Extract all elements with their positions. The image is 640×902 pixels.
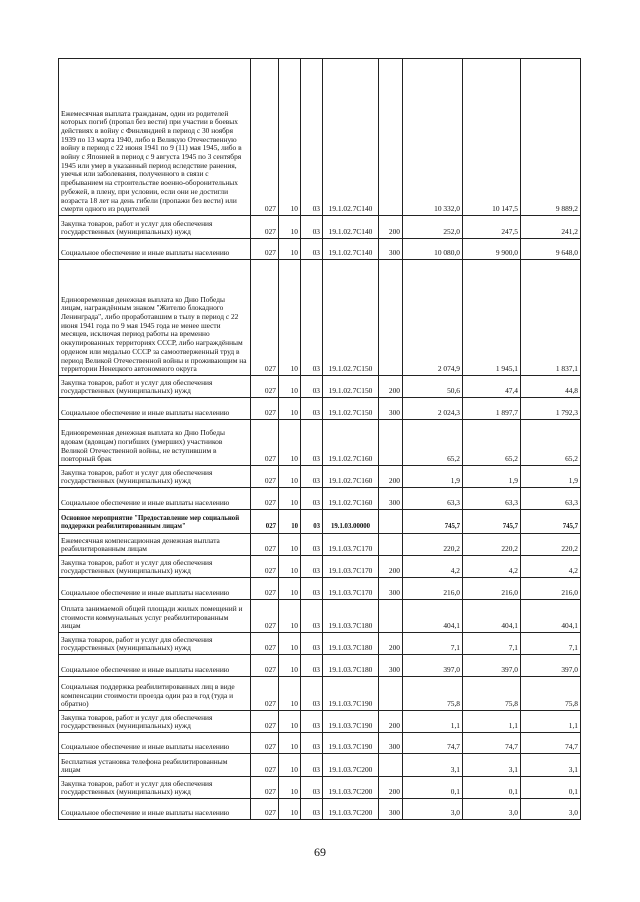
row-pr: 03 — [301, 466, 323, 488]
row-vr: 300 — [379, 398, 403, 420]
row-rz: 10 — [279, 488, 301, 510]
row-value-1: 220,2 — [403, 534, 463, 556]
row-value-2: 216,0 — [463, 578, 521, 600]
row-value-1: 745,7 — [403, 510, 463, 534]
table-row — [59, 510, 581, 534]
row-value-3: 404,1 — [521, 600, 581, 633]
row-name: Закупка товаров, работ и услуг для обеспечения государственных (муниципальных) нужд — [59, 711, 251, 733]
row-grbs: 027 — [251, 777, 279, 799]
row-csr: 19.1.02.7С150 — [323, 398, 379, 420]
row-grbs: 027 — [251, 420, 279, 466]
row-csr: 19.1.03.7С200 — [323, 799, 379, 820]
row-vr: 300 — [379, 655, 403, 677]
table-row — [59, 711, 581, 733]
row-value-2: 1 897,7 — [463, 398, 521, 420]
row-rz: 10 — [279, 466, 301, 488]
row-value-2: 75,8 — [463, 677, 521, 711]
row-grbs: 027 — [251, 556, 279, 578]
row-rz: 10 — [279, 376, 301, 398]
row-csr: 19.1.03.7С190 — [323, 733, 379, 754]
row-pr: 03 — [301, 260, 323, 376]
row-value-1: 63,3 — [403, 488, 463, 510]
row-csr: 19.1.03.00000 — [323, 510, 379, 534]
row-rz: 10 — [279, 655, 301, 677]
row-pr: 03 — [301, 216, 323, 239]
row-name: Ежемесячная компенсационная денежная выплата реабилитированным лицам — [59, 534, 251, 556]
row-value-2: 3,0 — [463, 799, 521, 820]
row-value-3: 216,0 — [521, 578, 581, 600]
row-csr: 19.1.03.7С190 — [323, 677, 379, 711]
row-value-1: 0,1 — [403, 777, 463, 799]
row-value-2: 3,1 — [463, 754, 521, 777]
row-value-2: 0,1 — [463, 777, 521, 799]
row-csr: 19.1.02.7С150 — [323, 376, 379, 398]
row-value-3: 397,0 — [521, 655, 581, 677]
row-name: Ежемесячная выплата гражданам, один из родителей которых погиб (пропал без вести) при участии в боевых действиях в войну с Финляндией в период с 30 ноября 1939 по 13 марта 1940, либо в Великую Отечественную войну в период с 22 июня 1941 по 9 (11) мая 1945, либо в войну с Японией в период с 9 августа 1945 по 3 сентября 1945 или умер в указанный период вследствие ранения, увечья или заболевания, полученного в связи с пребыванием на строительстве военно-оборонительных рубежей, в плену, при условии, если они не достигли возраста 18 лет на день гибели (пропажи без вести) или смерти одного из родителей — [59, 59, 251, 216]
row-name: Социальное обеспечение и иные выплаты населению — [59, 239, 251, 260]
row-grbs: 027 — [251, 600, 279, 633]
row-csr: 19.1.02.7С160 — [323, 466, 379, 488]
row-vr: 200 — [379, 376, 403, 398]
row-value-1: 3,1 — [403, 754, 463, 777]
row-value-3: 4,2 — [521, 556, 581, 578]
row-value-3: 1 792,3 — [521, 398, 581, 420]
row-pr: 03 — [301, 239, 323, 260]
row-value-3: 9 889,2 — [521, 59, 581, 216]
row-value-1: 397,0 — [403, 655, 463, 677]
row-pr: 03 — [301, 59, 323, 216]
row-csr: 19.1.02.7С150 — [323, 260, 379, 376]
row-csr: 19.1.03.7С170 — [323, 534, 379, 556]
row-value-3: 75,8 — [521, 677, 581, 711]
row-value-3: 9 648,0 — [521, 239, 581, 260]
row-name: Закупка товаров, работ и услуг для обеспечения государственных (муниципальных) нужд — [59, 777, 251, 799]
row-csr: 19.1.03.7С170 — [323, 578, 379, 600]
row-pr: 03 — [301, 488, 323, 510]
row-name: Закупка товаров, работ и услуг для обеспечения государственных (муниципальных) нужд — [59, 556, 251, 578]
table-row — [59, 777, 581, 799]
table-row — [59, 633, 581, 655]
row-name: Закупка товаров, работ и услуг для обеспечения государственных (муниципальных) нужд — [59, 376, 251, 398]
row-grbs: 027 — [251, 633, 279, 655]
row-pr: 03 — [301, 556, 323, 578]
row-value-2: 1 945,1 — [463, 260, 521, 376]
row-csr: 19.1.03.7С200 — [323, 777, 379, 799]
row-csr: 19.1.03.7С200 — [323, 754, 379, 777]
row-grbs: 027 — [251, 677, 279, 711]
row-grbs: 027 — [251, 754, 279, 777]
row-pr: 03 — [301, 655, 323, 677]
row-value-1: 7,1 — [403, 633, 463, 655]
table-row — [59, 420, 581, 466]
row-grbs: 027 — [251, 488, 279, 510]
row-vr: 300 — [379, 799, 403, 820]
row-vr — [379, 420, 403, 466]
row-name: Социальное обеспечение и иные выплаты населению — [59, 398, 251, 420]
row-vr: 200 — [379, 216, 403, 239]
row-rz: 10 — [279, 677, 301, 711]
table-row — [59, 376, 581, 398]
row-name: Оплата занимаемой общей площади жилых помещений и стоимости коммунальных услуг реабилитированным лицам — [59, 600, 251, 633]
row-value-2: 47,4 — [463, 376, 521, 398]
row-value-2: 7,1 — [463, 633, 521, 655]
row-value-1: 1,1 — [403, 711, 463, 733]
row-grbs: 027 — [251, 398, 279, 420]
table-row — [59, 600, 581, 633]
row-name: Социальное обеспечение и иные выплаты населению — [59, 655, 251, 677]
row-csr: 19.1.02.7С140 — [323, 216, 379, 239]
row-rz: 10 — [279, 510, 301, 534]
row-value-2: 404,1 — [463, 600, 521, 633]
row-value-3: 241,2 — [521, 216, 581, 239]
row-value-3: 1,1 — [521, 711, 581, 733]
row-vr — [379, 534, 403, 556]
row-value-3: 220,2 — [521, 534, 581, 556]
row-value-1: 252,0 — [403, 216, 463, 239]
row-name: Социальная поддержка реабилитированных лиц в виде компенсации стоимости проезда один раз в год (туда и обратно) — [59, 677, 251, 711]
row-vr — [379, 510, 403, 534]
row-rz: 10 — [279, 799, 301, 820]
row-value-1: 74,7 — [403, 733, 463, 754]
table-row — [59, 59, 581, 216]
row-value-2: 1,9 — [463, 466, 521, 488]
row-value-1: 1,9 — [403, 466, 463, 488]
row-value-1: 65,2 — [403, 420, 463, 466]
row-value-1: 50,6 — [403, 376, 463, 398]
row-vr: 300 — [379, 578, 403, 600]
row-value-2: 220,2 — [463, 534, 521, 556]
row-value-2: 1,1 — [463, 711, 521, 733]
row-name: Социальное обеспечение и иные выплаты населению — [59, 733, 251, 754]
row-value-3: 44,8 — [521, 376, 581, 398]
row-pr: 03 — [301, 398, 323, 420]
row-rz: 10 — [279, 777, 301, 799]
row-value-3: 65,2 — [521, 420, 581, 466]
row-csr: 19.1.03.7С180 — [323, 655, 379, 677]
row-name: Закупка товаров, работ и услуг для обеспечения государственных (муниципальных) нужд — [59, 633, 251, 655]
row-vr: 200 — [379, 777, 403, 799]
row-rz: 10 — [279, 711, 301, 733]
row-grbs: 027 — [251, 733, 279, 754]
row-name: Социальное обеспечение и иные выплаты населению — [59, 488, 251, 510]
row-vr: 300 — [379, 733, 403, 754]
table-row — [59, 578, 581, 600]
row-csr: 19.1.03.7С180 — [323, 633, 379, 655]
row-grbs: 027 — [251, 216, 279, 239]
row-grbs: 027 — [251, 510, 279, 534]
table-row — [59, 260, 581, 376]
row-csr: 19.1.03.7С180 — [323, 600, 379, 633]
row-name: Единовременная денежная выплата ко Дню Победы вдовам (вдовцам) погибших (умерших) участников Великой Отечественной войны, не вступившим в повторный брак — [59, 420, 251, 466]
table-row — [59, 556, 581, 578]
row-value-1: 404,1 — [403, 600, 463, 633]
table-row — [59, 239, 581, 260]
row-vr — [379, 260, 403, 376]
table-row — [59, 216, 581, 239]
row-grbs: 027 — [251, 578, 279, 600]
row-value-2: 63,3 — [463, 488, 521, 510]
row-rz: 10 — [279, 578, 301, 600]
row-csr: 19.1.03.7С170 — [323, 556, 379, 578]
row-value-2: 247,5 — [463, 216, 521, 239]
row-value-2: 4,2 — [463, 556, 521, 578]
row-csr: 19.1.02.7С140 — [323, 59, 379, 216]
row-csr: 19.1.02.7С160 — [323, 488, 379, 510]
row-grbs: 027 — [251, 655, 279, 677]
row-value-3: 74,7 — [521, 733, 581, 754]
row-value-1: 2 074,9 — [403, 260, 463, 376]
row-name: Бесплатная установка телефона реабилитированным лицам — [59, 754, 251, 777]
row-pr: 03 — [301, 733, 323, 754]
row-value-1: 2 024,3 — [403, 398, 463, 420]
table-row — [59, 398, 581, 420]
row-grbs: 027 — [251, 799, 279, 820]
row-value-3: 745,7 — [521, 510, 581, 534]
row-rz: 10 — [279, 216, 301, 239]
row-name: Основное мероприятие "Предоставление мер социальной поддержки реабилитированным лицам" — [59, 510, 251, 534]
row-rz: 10 — [279, 420, 301, 466]
row-value-3: 3,0 — [521, 799, 581, 820]
row-name: Социальное обеспечение и иные выплаты населению — [59, 578, 251, 600]
budget-table — [58, 58, 581, 820]
row-value-2: 10 147,5 — [463, 59, 521, 216]
row-value-2: 9 900,0 — [463, 239, 521, 260]
row-csr: 19.1.02.7С160 — [323, 420, 379, 466]
row-grbs: 027 — [251, 711, 279, 733]
row-pr: 03 — [301, 510, 323, 534]
row-value-3: 63,3 — [521, 488, 581, 510]
row-pr: 03 — [301, 534, 323, 556]
table-row — [59, 466, 581, 488]
page-number: 69 — [314, 845, 326, 859]
row-grbs: 027 — [251, 239, 279, 260]
row-value-1: 3,0 — [403, 799, 463, 820]
row-rz: 10 — [279, 754, 301, 777]
row-pr: 03 — [301, 777, 323, 799]
table-row — [59, 534, 581, 556]
row-value-1: 75,8 — [403, 677, 463, 711]
row-vr: 200 — [379, 711, 403, 733]
row-pr: 03 — [301, 600, 323, 633]
row-name: Закупка товаров, работ и услуг для обеспечения государственных (муниципальных) нужд — [59, 466, 251, 488]
table-row — [59, 754, 581, 777]
table-row — [59, 799, 581, 820]
row-name: Закупка товаров, работ и услуг для обеспечения государственных (муниципальных) нужд — [59, 216, 251, 239]
row-vr — [379, 754, 403, 777]
row-pr: 03 — [301, 578, 323, 600]
row-value-3: 7,1 — [521, 633, 581, 655]
row-pr: 03 — [301, 633, 323, 655]
row-value-3: 3,1 — [521, 754, 581, 777]
table-row — [59, 655, 581, 677]
row-pr: 03 — [301, 711, 323, 733]
row-vr: 200 — [379, 633, 403, 655]
row-rz: 10 — [279, 633, 301, 655]
row-rz: 10 — [279, 260, 301, 376]
row-rz: 10 — [279, 398, 301, 420]
row-pr: 03 — [301, 799, 323, 820]
table-row — [59, 677, 581, 711]
row-vr: 200 — [379, 466, 403, 488]
row-value-2: 65,2 — [463, 420, 521, 466]
row-rz: 10 — [279, 534, 301, 556]
row-rz: 10 — [279, 600, 301, 633]
row-grbs: 027 — [251, 466, 279, 488]
row-value-2: 745,7 — [463, 510, 521, 534]
row-pr: 03 — [301, 376, 323, 398]
row-grbs: 027 — [251, 534, 279, 556]
table-row — [59, 733, 581, 754]
row-vr — [379, 600, 403, 633]
row-rz: 10 — [279, 59, 301, 216]
row-csr: 19.1.02.7С140 — [323, 239, 379, 260]
row-value-2: 397,0 — [463, 655, 521, 677]
row-vr: 300 — [379, 488, 403, 510]
row-value-1: 216,0 — [403, 578, 463, 600]
row-pr: 03 — [301, 754, 323, 777]
row-grbs: 027 — [251, 260, 279, 376]
row-value-3: 0,1 — [521, 777, 581, 799]
row-value-1: 4,2 — [403, 556, 463, 578]
row-vr — [379, 677, 403, 711]
row-value-2: 74,7 — [463, 733, 521, 754]
row-value-1: 10 332,0 — [403, 59, 463, 216]
row-pr: 03 — [301, 420, 323, 466]
row-vr — [379, 59, 403, 216]
row-name: Единовременная денежная выплата ко Дню Победы лицам, награждённым знаком "Жителю блокадного Ленинграда", либо проработавшим в тылу в период с 22 июня 1941 года по 9 мая 1945 года не менее шести месяцев, исключая период работы на временно оккупированных территориях СССР, либо награждённым орденом или медалью СССР за самоотверженный труд в период Великой Отечественной войны и проживающим на территории Ненецкого автономного округа — [59, 260, 251, 376]
row-value-3: 1 837,1 — [521, 260, 581, 376]
row-grbs: 027 — [251, 59, 279, 216]
row-csr: 19.1.03.7С190 — [323, 711, 379, 733]
row-name: Социальное обеспечение и иные выплаты населению — [59, 799, 251, 820]
row-grbs: 027 — [251, 376, 279, 398]
row-vr: 300 — [379, 239, 403, 260]
row-value-1: 10 080,0 — [403, 239, 463, 260]
table-row — [59, 488, 581, 510]
row-rz: 10 — [279, 239, 301, 260]
row-value-3: 1,9 — [521, 466, 581, 488]
row-pr: 03 — [301, 677, 323, 711]
row-rz: 10 — [279, 733, 301, 754]
row-rz: 10 — [279, 556, 301, 578]
row-vr: 200 — [379, 556, 403, 578]
